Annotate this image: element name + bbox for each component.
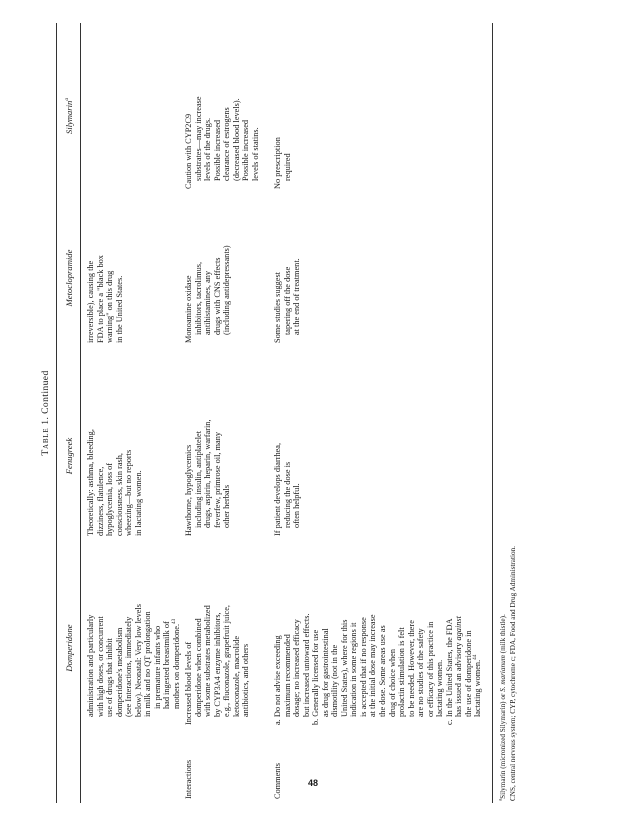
cell-line: inhibitors, tacrolimus, [193, 261, 203, 335]
row1-domperidone [184, 605, 251, 725]
caption-number: 1. [40, 416, 51, 425]
cell-line: at the end of treatment. [292, 258, 302, 335]
cell-line: domperidone when combined [193, 618, 203, 717]
top-rule [56, 23, 57, 803]
cell-line: are no studies of the safety [416, 628, 426, 717]
cell-line: No prescription [273, 137, 282, 189]
page-number: 48 [308, 778, 319, 788]
cell-line: dismotility (not in the [330, 644, 340, 717]
cell-line: to be needed. However, there [406, 620, 416, 717]
cell-line: irreversible), causing the [86, 260, 95, 343]
cell-line [172, 604, 182, 725]
row1-metoclopramide [184, 245, 232, 343]
cell-line: had ingested breastmilk of [162, 621, 172, 709]
row0-fenugreek [86, 429, 143, 536]
cell-text: has issued an advisory [454, 642, 464, 717]
cell-italic: against [454, 616, 464, 641]
cell-line: levels of the drugs. [203, 117, 213, 181]
cell-line: drugs with CNS effects [212, 257, 222, 335]
cell-line: a. Do not advise exceeding [273, 635, 282, 725]
cell-line: with high doses, or concurrent [95, 616, 105, 717]
cell-line: by CYP3A4 enzyme inhibitors, [212, 612, 222, 717]
cell-line: the use of domperidone in [463, 630, 473, 717]
row1-silymarin [184, 96, 260, 189]
row1-fenugreek [184, 419, 232, 536]
cell-line: use of drugs that inhibit [105, 638, 115, 717]
reference-mark: 44 [472, 654, 479, 660]
cell-line: or efficacy of this practice in [425, 621, 435, 717]
cell-line: Some studies suggest [273, 272, 282, 343]
cell-line: indication in some regions it [349, 622, 359, 717]
header-silymarin [64, 41, 74, 191]
cell-line [473, 613, 483, 725]
cell-line: administration and particularly [86, 614, 95, 717]
row-label-interactions: Interactions [184, 759, 193, 799]
cell-line: as drug for gastrointestinal [320, 628, 330, 717]
cell-line: levels of statins. [250, 127, 260, 181]
footnote-mark: a [498, 798, 504, 801]
cell-line: at the initial dose may increase [368, 614, 378, 717]
cell-line: (see Interactions, immediately [124, 616, 134, 717]
cell-line: e.g., fluconazole, grapefruit juice, [222, 605, 232, 717]
cell-line: Monoamine oxidase [184, 275, 193, 343]
cell-line: in the United States. [114, 275, 124, 343]
cell-line: dosage; no increased efficacy [292, 619, 302, 717]
header-domperidone: Domperidone [64, 624, 74, 672]
rotated-table [38, 23, 598, 803]
row2-domperidone [273, 613, 483, 725]
cell-line: other herbals [222, 484, 232, 528]
cell-line [454, 613, 464, 725]
cell-line: maximum recommended [282, 634, 292, 717]
cell-line: ketoconazole, macrolide [231, 635, 241, 717]
cell-line: warning" on this drug [105, 270, 115, 343]
cell-line: tapering off the dose [282, 266, 292, 335]
cell-line: Hawthorne, hypoglycemics [184, 444, 193, 536]
header-fenugreek: Fenugreek [64, 437, 74, 475]
cell-line: with some substrates metabolized [203, 605, 213, 717]
row2-silymarin [273, 137, 292, 189]
row2-metoclopramide [273, 258, 302, 343]
header-silymarin-label: Silymarin [64, 100, 74, 135]
row2-fenugreek [273, 443, 302, 536]
cell-line: antihistamines, any [203, 270, 213, 335]
cell-line: often helpful. [292, 483, 302, 528]
footnote-text: Silymarin (micronized Silymarin) or [499, 693, 507, 799]
bottom-rule [492, 23, 493, 803]
cell-line: but increased untoward effects. [301, 613, 311, 717]
footnote-a [499, 614, 508, 801]
cell-line: clearance of estrogens [222, 107, 232, 181]
cell-line: required [282, 153, 292, 181]
cell-line: FDA to place a "black box [95, 255, 105, 343]
cell-line: Caution with CYP2C9 [184, 113, 193, 189]
cell-line: (decreased blood levels). [231, 98, 241, 181]
cell-line: substrates—may increase [193, 96, 203, 181]
cell-line: c. In the United States, the FDA [444, 618, 454, 725]
footnote-abbreviations: CNS, central nervous system; CYP, cytochrome c; FDA, Food and Drug Administration. [509, 546, 517, 801]
cell-line: in premature infants who [152, 625, 162, 709]
cell-line: hypoglycemia, loss of [105, 462, 115, 536]
cell-line: If patient develops diarrhea, [273, 442, 282, 536]
row0-metoclopramide [86, 255, 124, 343]
cell-line: drugs, aspirin, heparin, warfarin, [203, 419, 213, 528]
cell-line: in milk and no QT prolongation [143, 611, 153, 717]
cell-line: feverfew, primrose oil, many [212, 432, 222, 528]
header-metoclopramide: Metoclopramide [64, 249, 74, 307]
header-silymarin-mark: a [64, 97, 71, 101]
cell-line: wheezing—but no reports [124, 449, 134, 536]
cell-line: in lactating women. [133, 470, 143, 536]
row0-domperidone [86, 604, 181, 725]
header-rule [80, 23, 81, 803]
cell-line: antibiotics, and others [241, 643, 251, 717]
caption-prefix: Table [40, 427, 51, 456]
cell-line: drug of choice when [387, 649, 397, 717]
cell-line: prolactin stimulation is felt [397, 627, 407, 717]
caption-suffix: Continued [40, 370, 51, 414]
cell-line: b. Generally licensed for use [311, 629, 321, 725]
cell-line: the dose. Some areas use as [378, 625, 388, 717]
reference-mark: 43 [171, 618, 178, 624]
cell-line: Increased blood levels of [184, 641, 193, 725]
cell-line: Possible increased [241, 119, 251, 181]
footnote-tail: (milk thistle). [499, 614, 507, 654]
cell-line: below). Neonatal: Very low levels [133, 604, 143, 717]
footnote-italic: S. marianum [499, 655, 507, 692]
cell-text: lactating women. [473, 659, 483, 717]
cell-line: domperidone's metabolism [114, 627, 124, 717]
cell-line: Possible increased [212, 119, 222, 181]
cell-line: including insulin, antiplatelet [193, 430, 203, 528]
cell-line: lactating women. [435, 659, 445, 717]
cell-line: dizziness, flatulence, [95, 466, 105, 536]
row-label-comments: Comments [273, 763, 282, 799]
cell-line: reducing the dose is [282, 461, 292, 528]
cell-line: United States), where for this [339, 619, 349, 717]
table-caption [40, 23, 51, 803]
cell-line: (including antidepressants) [222, 245, 232, 335]
cell-text: mothers on domperidone. [171, 623, 181, 709]
cell-line: consciousness, skin rash, [114, 453, 124, 536]
cell-line: is accepted that if no response [358, 617, 368, 717]
cell-line: Theoretically: asthma, bleeding, [86, 429, 95, 536]
